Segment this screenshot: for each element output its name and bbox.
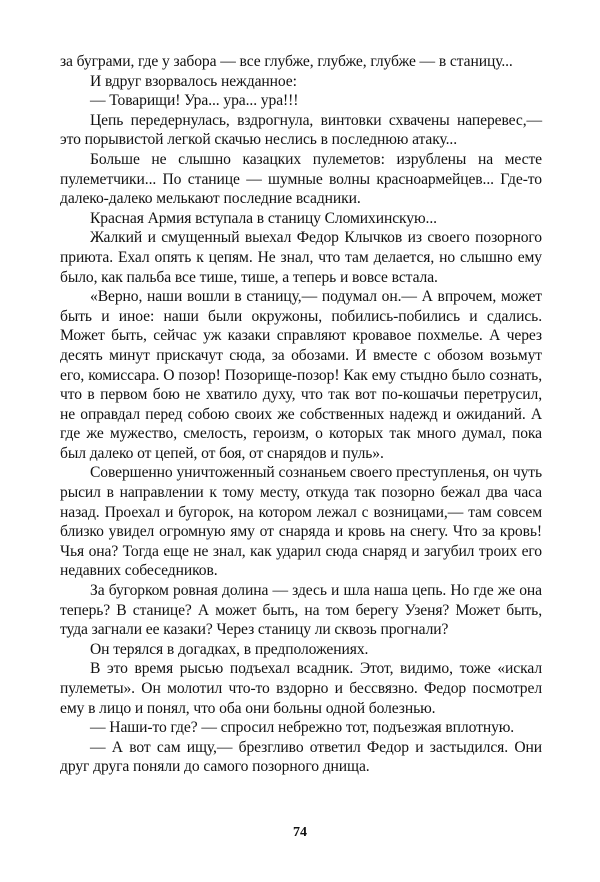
paragraph: Совершенно уничтоженный сознаньем своего преступленья, он чуть рысил в направлении к тому месту, откуда так позорно бежал два часа назад. Проехал и бугорок, на котором лежал с возницами,— там совсем близко увидел огромную яму от снаряда и кровь на снегу. Что за кровь! Чья она? Тогда еще не знал, как ударил сюда снаряд и загубил троих его недавних собеседников. [60, 464, 542, 580]
paragraph: за буграми, где у забора — все глубже, глубже, глубже — в станицу... [60, 53, 513, 70]
paragraph: Жалкий и смущенный выехал Федор Клычков из своего позорного приюта. Ехал опять к цепям. Не знал, что там делается, но слышно ему было, как пальба все тише, тише, а теперь и вовсе встала. [60, 229, 542, 286]
paragraph: Он терялся в догадках, в предположениях. [90, 640, 369, 658]
paragraph: «Верно, наши вошли в станицу,— подумал он.— А впрочем, может быть и иное: наши были окружоны, побились-побились и сдались. Может быть, сейчас уж казаки справляют кровавое похмелье. А через десять минут прискачут сюда, за обозами. И вместе с обозом возьмут его, комиссара. О позор! Позорище-позор! Как ему стыдно было сознать, что в первом бою не хватило духу, что так вот по-кошачьи перетрусил, не оправдал перед собою своих же собственных надежд и ожиданий. А где же мужество, смелость, героизм, о которых так много думал, пока был далеко от цепей, от боя, от снарядов и пуль». [60, 288, 542, 462]
paragraph: Цепь передернулась, вздрогнула, винтовки схвачены наперевес,— это порывистой легкой скачью неслись в последнюю атаку... [60, 111, 542, 149]
paragraph: — Наши-то где? — спросил небрежно тот, подъезжая вплотную. [90, 719, 515, 737]
page-text-block [60, 52, 542, 777]
paragraph: — Товарищи! Ура... ура... ура!!! [90, 92, 299, 110]
paragraph: Красная Армия вступала в станицу Сломихинскую... [90, 209, 437, 227]
paragraph: За бугорком ровная долина — здесь и шла наша цепь. Но где же она теперь? В станице? А может быть, на том берегу Узеня? Может быть, туда загнали ее казаки? Через станицу ли сквозь прогнали? [60, 582, 542, 639]
page-number: 74 [293, 825, 307, 840]
paragraph: — А вот сам ищу,— брезгливо ответил Федор и застыдился. Они друг друга поняли до самого позорного днища. [60, 738, 542, 776]
paragraph: И вдруг взорвалось нежданное: [90, 72, 297, 90]
paragraph: В это время рысью подъехал всадник. Этот, видимо, тоже «искал пулеметы». Он молотил что-то вздорно и бессвязно. Федор посмотрел ему в лицо и понял, что оба они больны одной болезнью. [60, 660, 542, 717]
paragraph: Больше не слышно казацких пулеметов: изрублены на месте пулеметчики... По станице — шумные волны красноармейцев... Где-то далеко-далеко мелькают последние всадники. [60, 150, 542, 208]
